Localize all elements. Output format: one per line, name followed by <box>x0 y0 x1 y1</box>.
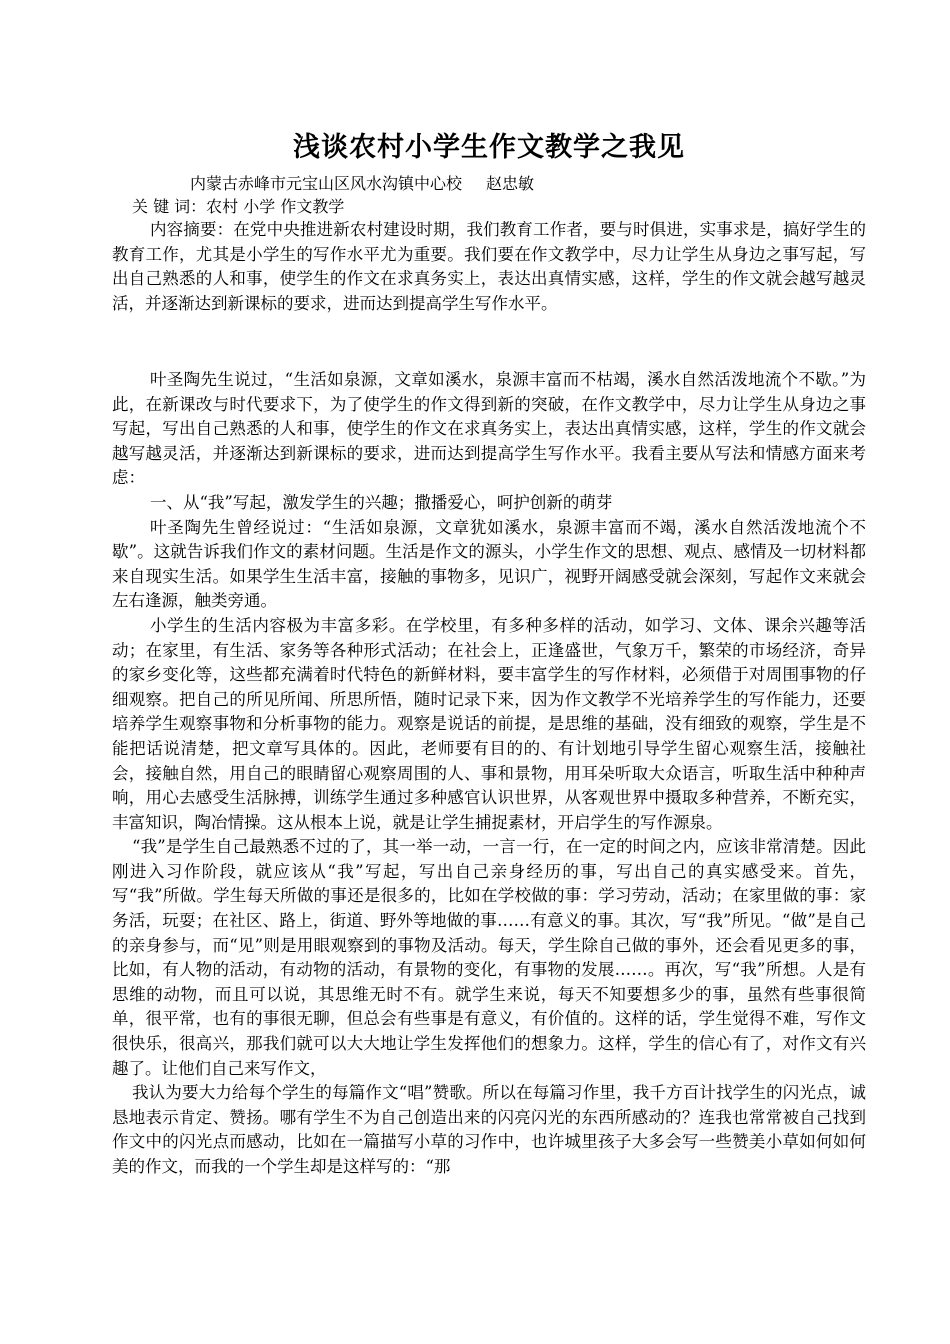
body-paragraph: 小学生的生活内容极为丰富多彩。在学校里，有多种多样的活动，如学习、文体、课余兴趣等活动；在家里，有生活、家务等各种形式活动；在社会上，正逢盛世，气象万千，繁荣的市场经济，奇异的家乡变化等，这些都充满着时代特色的新鲜材料，要丰富学生的写作材料，必须借于对周围事物的仔细观察。把自己的所见所闻、所思所悟，随时记录下来，因为作文教学不光培养学生的写作能力，还要培养学生观察事物和分析事物的能力。观察是说话的前提，是思维的基础，没有细致的观察，学生是不能把话说清楚，把文章写具体的。因此，老师要有目的的、有计划地引导学生留心观察生活，接触社会，接触自然，用自己的眼睛留心观察周围的人、事和景物，用耳朵听取大众语言，听取生活中种种声响，用心去感受生活脉搏，训练学生通过多种感官认识世界，从客观世界中摄取多种营养，不断充实，丰富知识，陶冶情操。这从根本上说，就是让学生捕捉素材，开启学生的写作源泉。 <box>112 615 866 832</box>
section-heading: 一、从“我”写起，激发学生的兴趣；撒播爱心，呵护创新的萌芽 <box>150 492 613 512</box>
keywords: 关 键 词：农村 小学 作文教学 <box>132 197 345 216</box>
abstract: 内容摘要：在党中央推进新农村建设时期，我们教育工作者，要与时俱进，实事求是，搞好学生的教育工作，尤其是小学生的写作水平尤为重要。我们要在作文教学中，尽力让学生从身边之事写起，写出自己熟悉的人和事，使学生的作文在求真务实上，表达出真情实感，这样，学生的作文就会越写越灵活，并逐渐达到新课标的要求，进而达到提高学生写作水平。 <box>112 220 866 313</box>
section-gap <box>112 316 866 368</box>
body-paragraph: 我认为要大力给每个学生的每篇作文“唱”赞歌。所以在每篇习作里，我千方百计找学生的闪光点，诚恳地表示肯定、赞扬。哪有学生不为自己创造出来的闪亮闪光的东西所感动的？连我也常常被自己找到作文中的闪光点而感动，比如在一篇描写小草的习作中，也许城里孩子大多会写一些赞美小草如何如何美的作文，而我的一个学生却是这样写的：“那 <box>112 1083 866 1176</box>
author-org: 内蒙古赤峰市元宝山区风水沟镇中心校 <box>190 174 463 193</box>
author-line <box>112 172 866 195</box>
body-paragraph: 叶圣陶先生曾经说过：“生活如泉源，文章犹如溪水，泉源丰富而不竭，溪水自然活泼地流个不歇”。这就告诉我们作文的素材问题。生活是作文的源头，小学生作文的思想、观点、感情及一切材料都来自现实生活。如果学生生活丰富，接触的事物多，见识广，视野开阔感受就会深刻，写起作文来就会左右逢源，触类旁通。 <box>112 517 866 611</box>
document-page <box>112 128 866 1180</box>
document-title: 浅谈农村小学生作文教学之我见 <box>293 132 685 163</box>
body-paragraph: “我”是学生自己最熟悉不过的了，其一举一动，一言一行，在一定的时间之内，应该非常清楚。因此刚进入习作阶段，就应该从“我”写起，写出自己亲身经历的事，写出自己的真实感受来。首先，写“我”所做。学生每天所做的事还是很多的，比如在学校做的事：学习劳动，活动；在家里做的事：家务活，玩耍；在社区、路上，街道、野外等地做的事……有意义的事。其次，写“我”所见。“做”是自己的亲身参与，而“见”则是用眼观察到的事物及活动。每天，学生除自己做的事外，还会看见更多的事，比如，有人物的活动，有动物的活动，有景物的变化，有事物的发展……。再次，写“我”所想。人是有思维的动物，而且可以说，其思维无时不有。就学生来说，每天不知要想多少的事，虽然有些事很简单，很平常，也有的事很无聊，但总会有些事是有意义，有价值的。这样的话，学生觉得不难，写作文很快乐，很高兴，那我们就可以大大地让学生发挥他们的想象力。这样，学生的信心有了，对作文有兴趣了。让他们自己来写作文， <box>112 837 866 1078</box>
author-name: 赵忠敏 <box>486 174 535 193</box>
body-paragraph: 叶圣陶先生说过，“生活如泉源，文章如溪水，泉源丰富而不枯竭，溪水自然活泼地流个不歇。”为此，在新课改与时代要求下，为了使学生的作文得到新的突破，在作文教学中，尽力让学生从身边之事写起，写出自己熟悉的人和事，使学生的作文在求真务实上，表达出真情实感，这样，学生的作文就会越写越灵活，并逐渐达到新课标的要求，进而达到提高学生写作水平。我看主要从写法和情感方面来考虑： <box>112 370 866 488</box>
